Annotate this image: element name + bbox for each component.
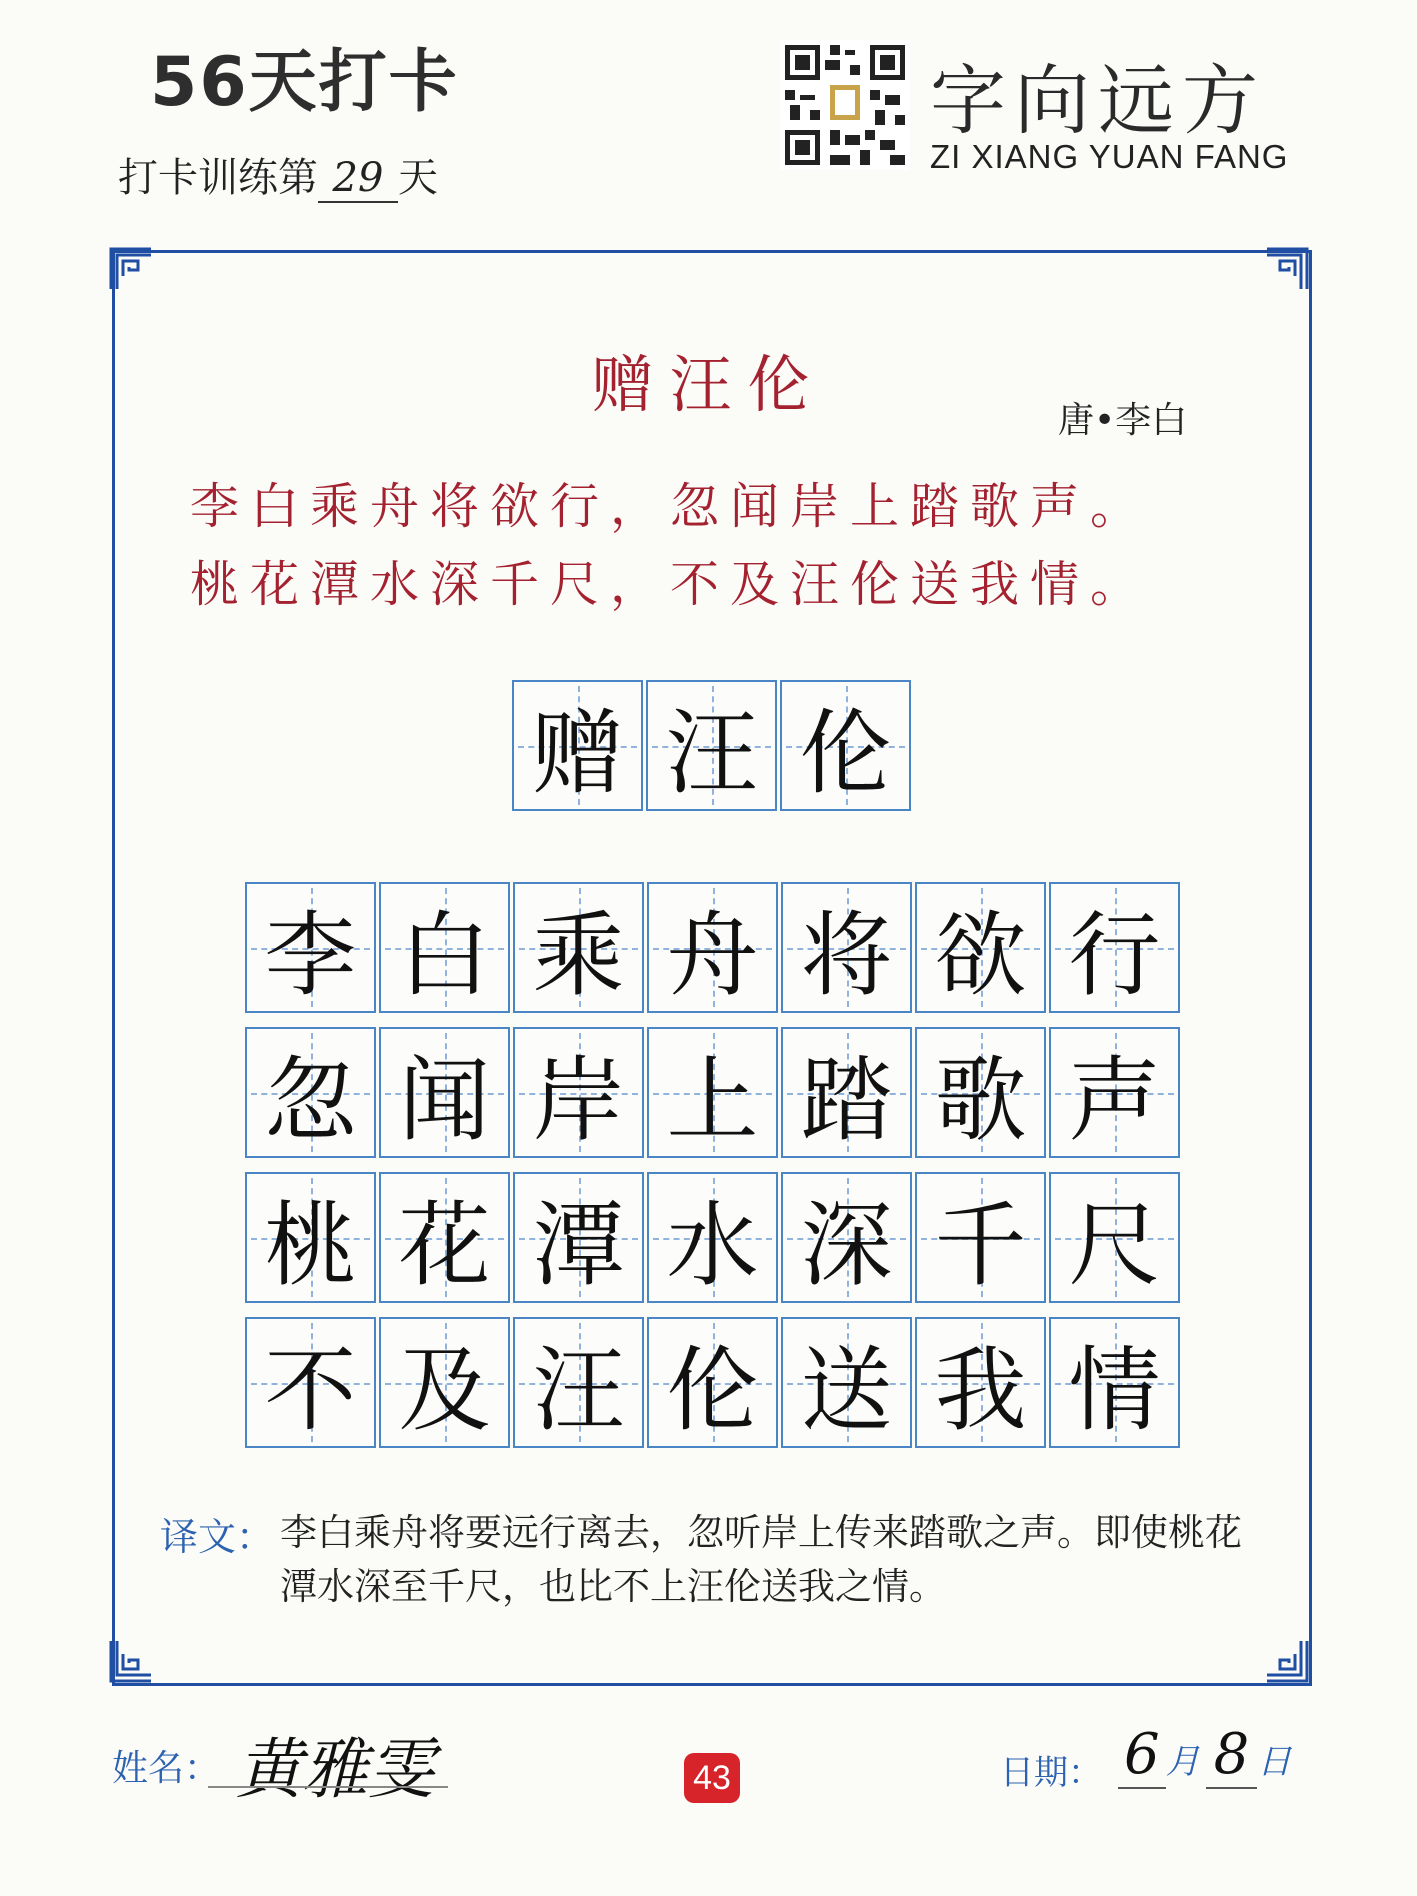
practice-char: 闻 (398, 1046, 491, 1154)
practice-char: 潭 (532, 1191, 625, 1299)
practice-char: 伦 (799, 699, 892, 807)
date-label: 日期： (1000, 1753, 1102, 1793)
practice-char: 花 (398, 1191, 491, 1299)
poem-line: 桃花潭水深千尺，不及汪伦送我情。 (190, 556, 1151, 613)
brand-name-en: ZI XIANG YUAN FANG (930, 138, 1289, 175)
month-unit: 月 (1165, 1742, 1200, 1782)
practice-char: 声 (1068, 1046, 1161, 1154)
practice-char: 桃 (264, 1191, 357, 1299)
practice-char: 深 (800, 1191, 893, 1299)
practice-char: 李 (264, 901, 357, 1009)
page-number-badge: 43 (684, 1753, 740, 1803)
corner-ornament-icon (1264, 246, 1310, 292)
practice-char: 及 (398, 1336, 491, 1444)
name-underline (208, 1786, 448, 1788)
practice-cell (513, 1317, 644, 1448)
translation-label: 译文： (160, 1515, 275, 1559)
practice-char: 我 (934, 1336, 1027, 1444)
brand-name-cn: 字向远方 (930, 56, 1266, 145)
practice-char: 尺 (1068, 1191, 1161, 1299)
practice-char: 踏 (800, 1046, 893, 1154)
practice-cell (915, 1172, 1046, 1303)
practice-cell (245, 1027, 376, 1158)
grid-row (245, 1172, 1183, 1303)
practice-char: 岸 (532, 1046, 625, 1154)
practice-cell (780, 680, 911, 811)
practice-cell (1049, 1027, 1180, 1158)
title-practice-grid (512, 680, 911, 811)
practice-cell (647, 1172, 778, 1303)
poem-author: 唐•李白 (1058, 400, 1188, 441)
practice-cell (915, 882, 1046, 1013)
day-counter (118, 146, 438, 203)
practice-char: 乘 (532, 901, 625, 1009)
practice-cell (781, 1317, 912, 1448)
practice-char: 上 (666, 1046, 759, 1154)
practice-cell (1049, 1317, 1180, 1448)
practice-cell (781, 1027, 912, 1158)
practice-cell (245, 1172, 376, 1303)
day-prefix: 打卡训练第 (118, 155, 318, 201)
name-value: 黄雅雯 (236, 1731, 434, 1808)
practice-char: 忽 (264, 1046, 357, 1154)
date-value (1118, 1722, 1291, 1787)
grid-row (245, 1027, 1183, 1158)
day-unit: 日 (1257, 1742, 1292, 1782)
practice-cell (379, 882, 510, 1013)
poem-line: 李白乘舟将欲行，忽闻岸上踏歌声。 (190, 478, 1151, 535)
corner-ornament-icon (108, 246, 154, 292)
practice-cell (245, 1317, 376, 1448)
qr-code-icon (780, 40, 910, 170)
practice-cell (915, 1027, 1046, 1158)
practice-char: 情 (1068, 1336, 1161, 1444)
practice-char: 白 (398, 901, 491, 1009)
practice-cell (513, 1172, 644, 1303)
day-number: 29 (318, 155, 398, 203)
practice-cell (915, 1317, 1046, 1448)
page-title: 56天打卡 (150, 43, 459, 122)
practice-char: 将 (800, 901, 893, 1009)
grid-row (245, 1317, 1183, 1448)
practice-cell (1049, 1172, 1180, 1303)
practice-char: 歌 (934, 1046, 1027, 1154)
practice-cell (513, 1027, 644, 1158)
practice-cell (647, 1317, 778, 1448)
date-month: 6 (1118, 1722, 1166, 1789)
practice-cell (379, 1172, 510, 1303)
grid-row (245, 882, 1183, 1013)
practice-char: 千 (934, 1191, 1027, 1299)
practice-char: 不 (264, 1336, 357, 1444)
day-suffix: 天 (398, 155, 438, 201)
practice-char: 欲 (934, 901, 1027, 1009)
practice-char: 汪 (532, 1336, 625, 1444)
practice-char: 赠 (531, 699, 624, 807)
practice-cell (647, 1027, 778, 1158)
corner-ornament-icon (1264, 1638, 1310, 1684)
practice-char: 水 (666, 1191, 759, 1299)
practice-char: 送 (800, 1336, 893, 1444)
practice-char: 行 (1068, 901, 1161, 1009)
date-day: 8 (1206, 1722, 1258, 1789)
practice-cell (781, 1172, 912, 1303)
poem-title: 赠汪伦 (591, 348, 826, 421)
poem-practice-grid (245, 882, 1183, 1448)
practice-cell (513, 882, 644, 1013)
practice-char: 伦 (666, 1336, 759, 1444)
practice-cell (245, 882, 376, 1013)
practice-cell (647, 882, 778, 1013)
practice-cell (781, 882, 912, 1013)
translation-text: 李白乘舟将要远行离去，忽听岸上传来踏歌之声。即使桃花潭水深至千尺，也比不上汪伦送我之情。 (280, 1511, 1242, 1608)
practice-cell (1049, 882, 1180, 1013)
practice-cell (379, 1317, 510, 1448)
practice-char: 汪 (665, 699, 758, 807)
practice-cell (646, 680, 777, 811)
corner-ornament-icon (108, 1638, 154, 1684)
practice-cell (379, 1027, 510, 1158)
name-label: 姓名： (112, 1748, 221, 1789)
practice-cell (512, 680, 643, 811)
practice-char: 舟 (666, 901, 759, 1009)
